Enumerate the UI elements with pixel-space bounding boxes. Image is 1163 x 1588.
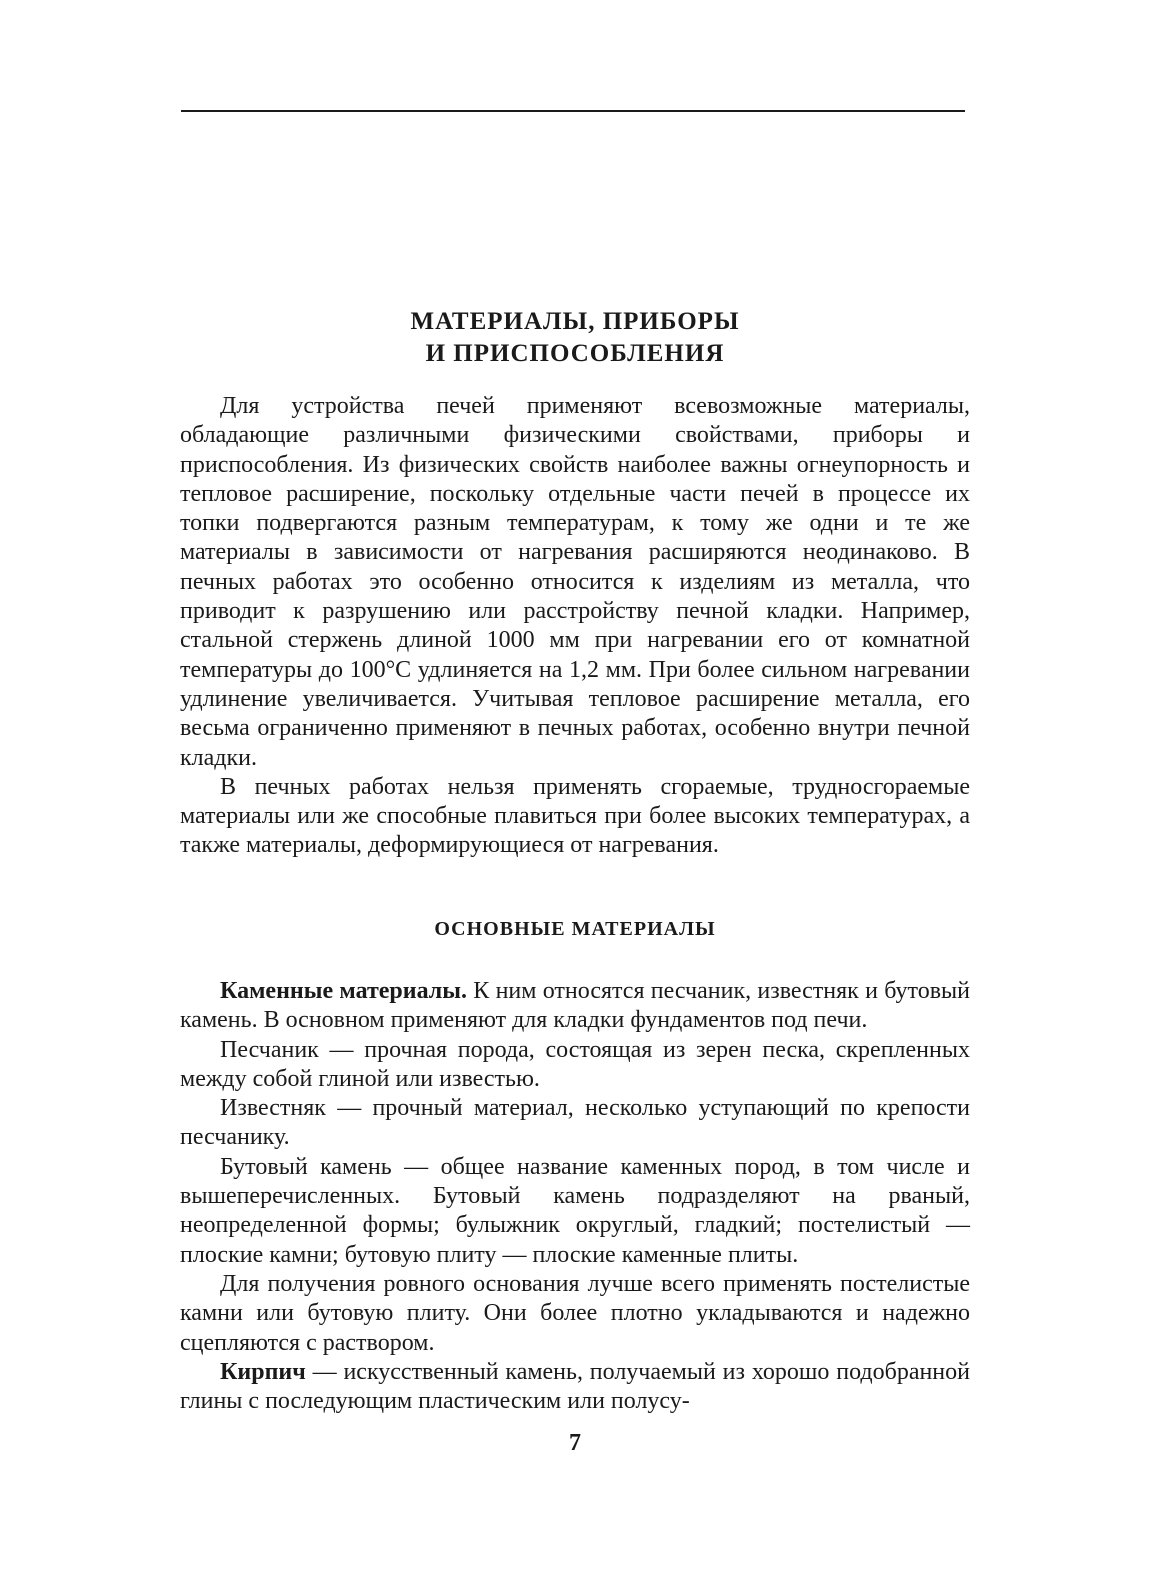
sandstone-paragraph: Песчаник — прочная порода, состоящая из зерен песка, скрепленных между собой глиной или известью. — [180, 1036, 970, 1092]
rubble-stone-paragraph: Бутовый камень — общее название каменных пород, в том числе и вышеперечисленных. Бутовый камень подразделяют на рваный, неопределенной формы; булыжник округлый, гладкий; постелистый — плоские камни; бутовую плиту — плоские каменные плиты. — [180, 1153, 970, 1268]
stone-materials-term: Каменные материалы. — [220, 978, 468, 1004]
page-title-line-1: МАТЕРИАЛЫ, ПРИБОРЫ — [410, 308, 740, 335]
limestone-paragraph: Известняк — прочный материал, несколько уступающий по крепости песчанику. — [180, 1095, 970, 1151]
brick-paragraph — [180, 1358, 970, 1417]
intro-text — [180, 392, 970, 861]
intro-paragraph-1: Для устройства печей применяют всевозможные материалы, обладающие различными физическими свойствами, приборы и приспособления. Из физических свойств наиболее важны огнеупорность и тепловое расширение, поскольку отдельные части печей в процессе их топки подвергаются разным температурам, к тому же одни и те же материалы в зависимости от нагревания расширяются неодинаково. В печных работах это особенно относится к изделиям из металла, что приводит к разрушению или расстройству печной кладки. Например, стальной стержень длиной 1000 мм при нагревании его от комнатной температуры до 100°С удлиняется на 1,2 мм. При более сильном нагревании удлинение увеличивается. Учитывая тепловое расширение металла, его весьма ограниченно применяют в печных работах, особенно внутри печной кладки. — [180, 393, 970, 771]
stone-materials-paragraph — [180, 977, 970, 1036]
page-title-line-2: И ПРИСПОСОБЛЕНИЯ — [425, 340, 725, 367]
top-rule — [181, 110, 965, 112]
materials-text — [180, 977, 970, 1416]
page-number: 7 — [569, 1430, 581, 1456]
section-heading: ОСНОВНЫЕ МАТЕРИАЛЫ — [434, 918, 716, 940]
intro-paragraph-2: В печных работах нельзя применять сгораемые, трудносгораемые материалы или же способные плавиться при более высоких температурах, а также материалы, деформирующиеся от нагревания. — [180, 773, 970, 859]
stone-materials-text: К ним относятся песчаник, известняк и бутовый камень. В основном применяют для кладки фундаментов под печи. — [180, 978, 971, 1034]
base-paragraph: Для получения ровного основания лучше всего применять постелистые камни или бутовую плиту. Они более плотно укладываются и надежно сцепляются с раствором. — [180, 1270, 970, 1356]
page-title — [180, 306, 970, 370]
brick-term: Кирпич — [220, 1358, 306, 1385]
brick-text: — искусственный камень, получаемый из хорошо подобранной глины с последующим пластическим или полусу- — [180, 1358, 970, 1415]
